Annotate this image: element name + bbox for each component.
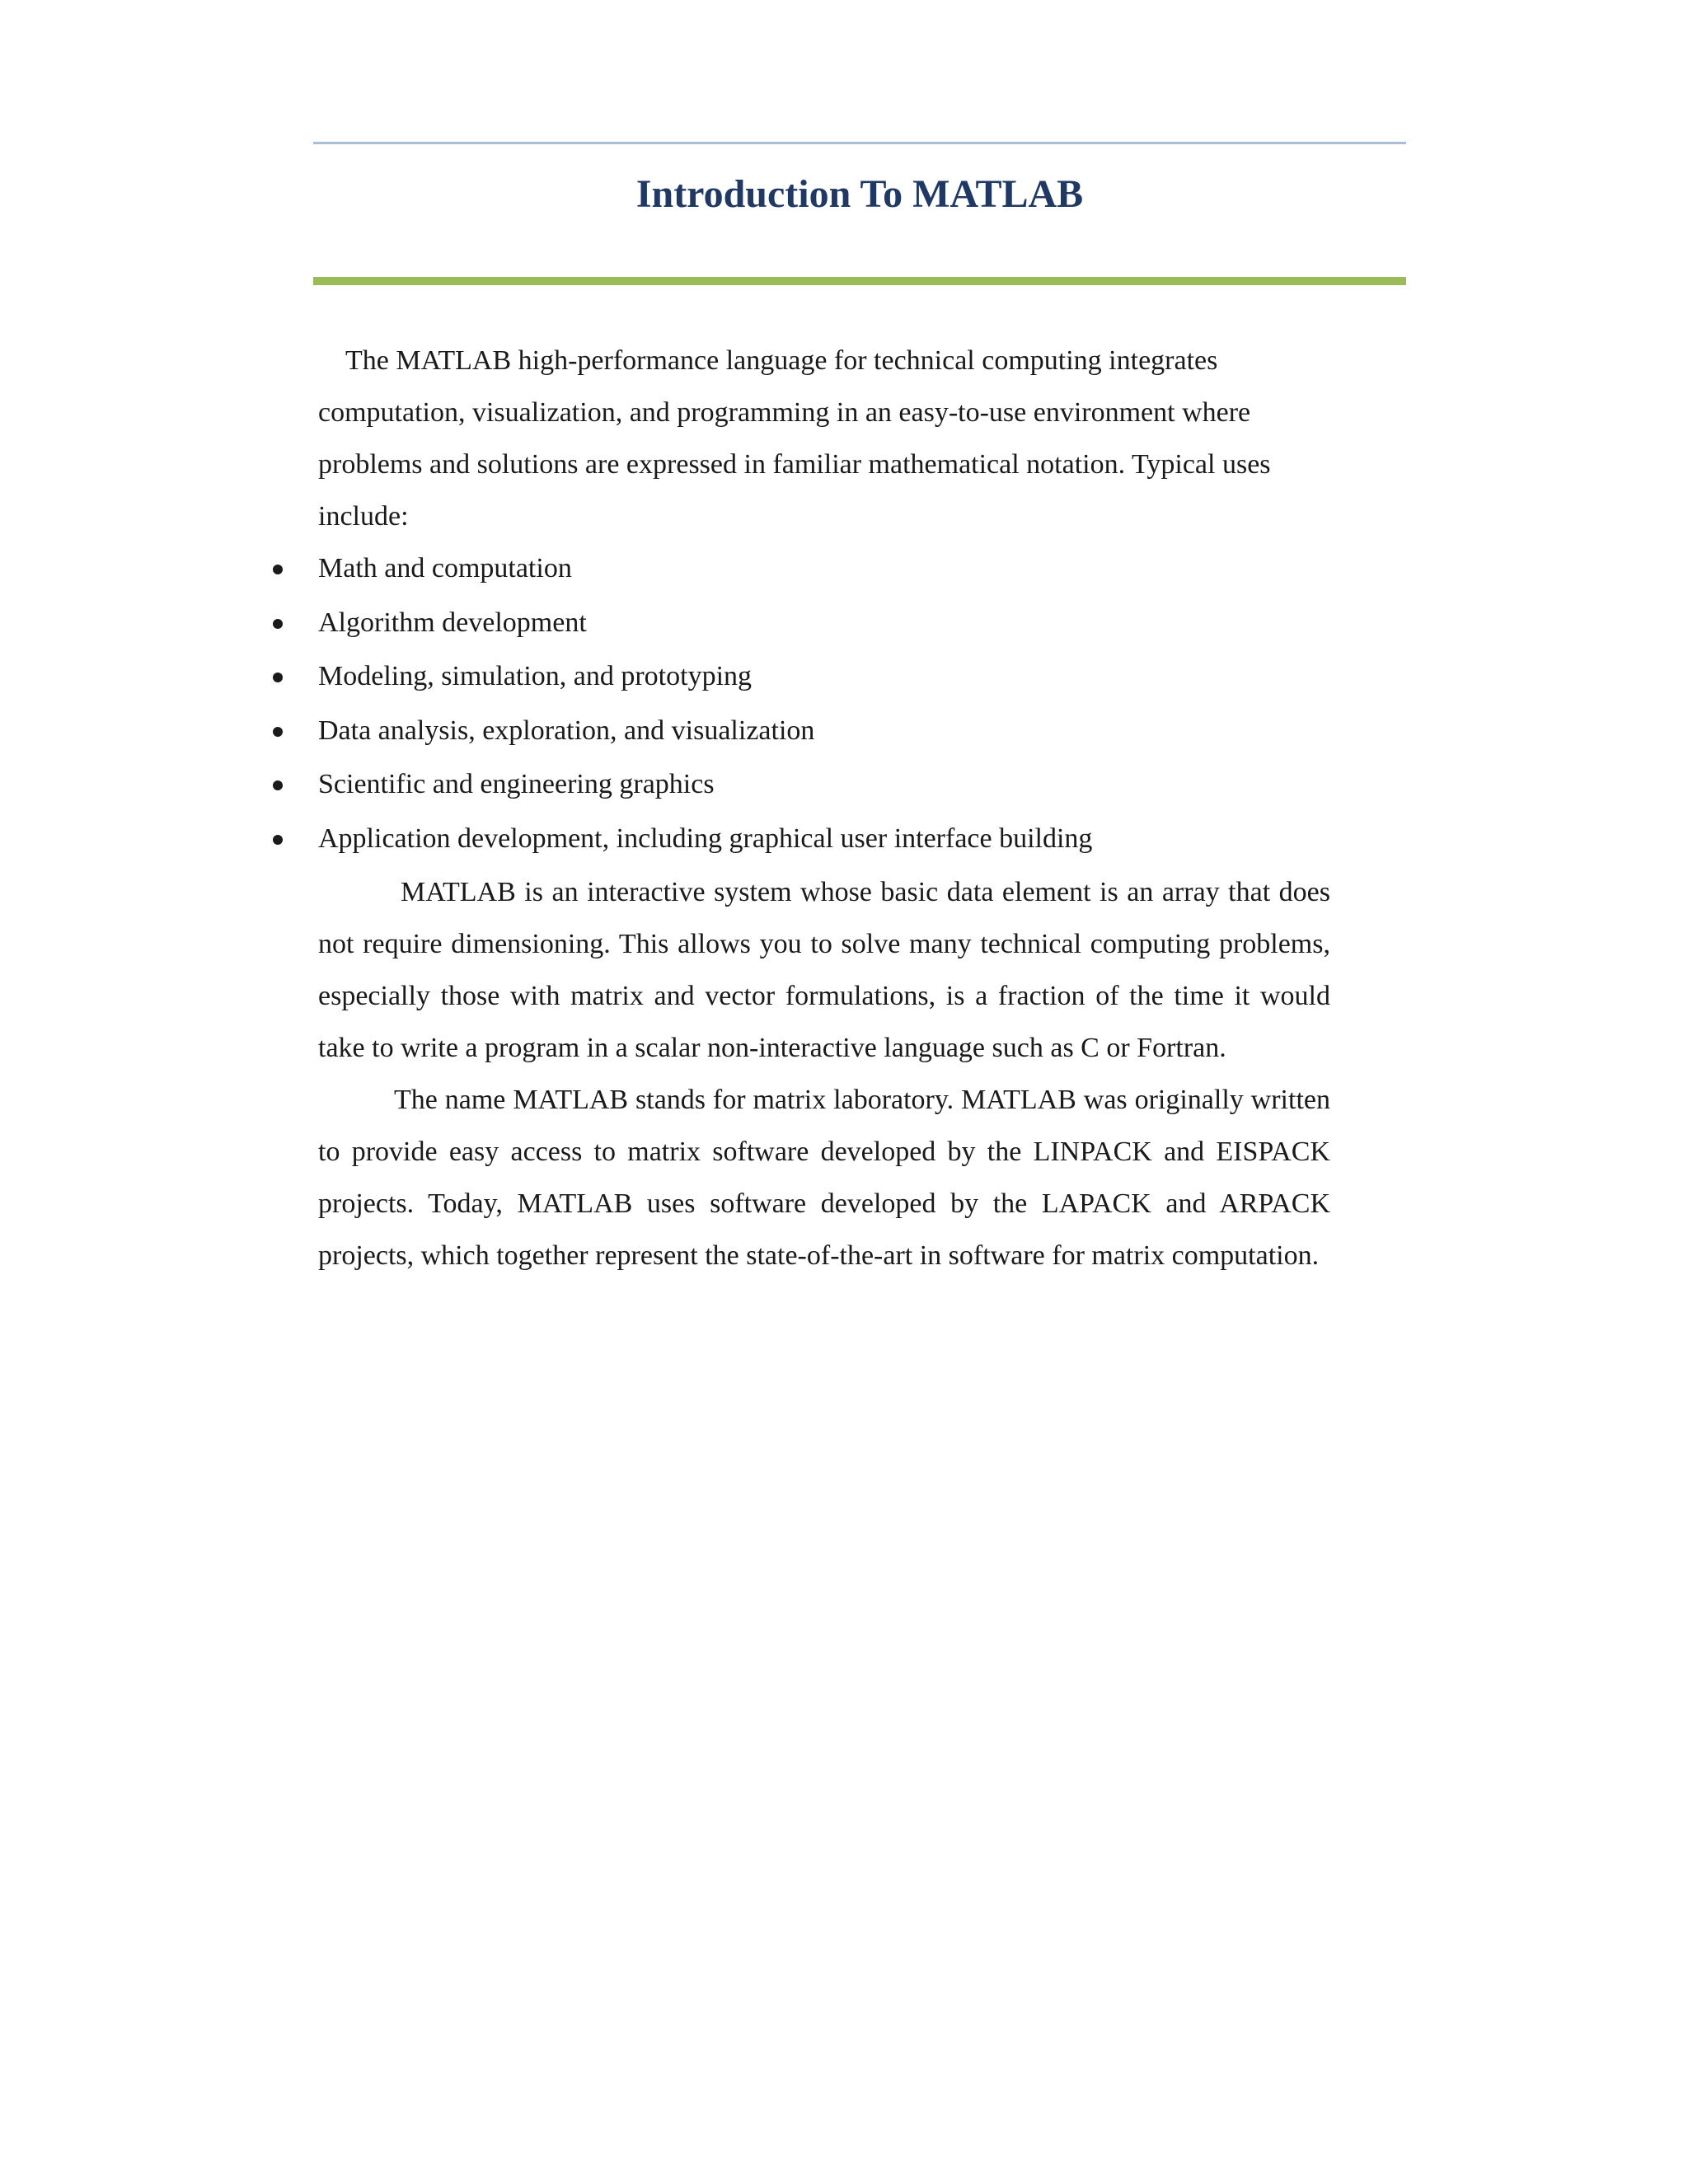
list-item-text: Math and computation <box>318 553 572 583</box>
list-item <box>318 650 1330 705</box>
list-item <box>318 758 1330 813</box>
bullet-icon <box>273 673 283 682</box>
list-item <box>318 705 1330 759</box>
list-item-text: Algorithm development <box>318 607 587 638</box>
document-body <box>318 335 1330 1282</box>
bullet-icon <box>273 565 283 574</box>
page-title: Introduction To MATLAB <box>635 172 1084 216</box>
bullet-icon <box>273 619 283 629</box>
paragraph-name-origin: The name MATLAB stands for matrix laboratory. MATLAB was originally written to provide easy access to matrix software developed by the LINPACK and EISPACK projects. Today, MATLAB uses software developed by the LAPACK and ARPACK projects, which together represent the state-of-the-art in software for matrix computation. <box>318 1085 1330 1271</box>
intro-paragraph: The MATLAB high-performance language for technical computing integrates computation, visualization, and programming in an easy-to-use environment where problems and solutions are expressed in familiar mathematical notation. Typical uses include: <box>318 345 1271 532</box>
list-item-text: Modeling, simulation, and prototyping <box>318 661 753 691</box>
list-item-text: Data analysis, exploration, and visualization <box>318 715 815 746</box>
bullet-icon <box>273 780 283 790</box>
list-item-text: Scientific and engineering graphics <box>318 769 715 799</box>
list-item <box>318 813 1330 867</box>
title-bottom-rule <box>313 277 1406 285</box>
list-item <box>318 597 1330 651</box>
paragraph-array-system: MATLAB is an interactive system whose basic data element is an array that does not require dimensioning. This allows you to solve many technical computing problems, especially those with matrix and vector formulations, is a fraction of the time it would take to write a program in a scalar non-interactive language such as C or Fortran. <box>318 877 1330 1063</box>
bullet-icon <box>273 835 283 845</box>
list-item <box>318 542 1330 597</box>
list-item-text: Application development, including graphical user interface building <box>318 823 1093 854</box>
bullet-icon <box>273 727 283 737</box>
title-top-rule <box>313 142 1406 144</box>
uses-list <box>318 542 1330 866</box>
